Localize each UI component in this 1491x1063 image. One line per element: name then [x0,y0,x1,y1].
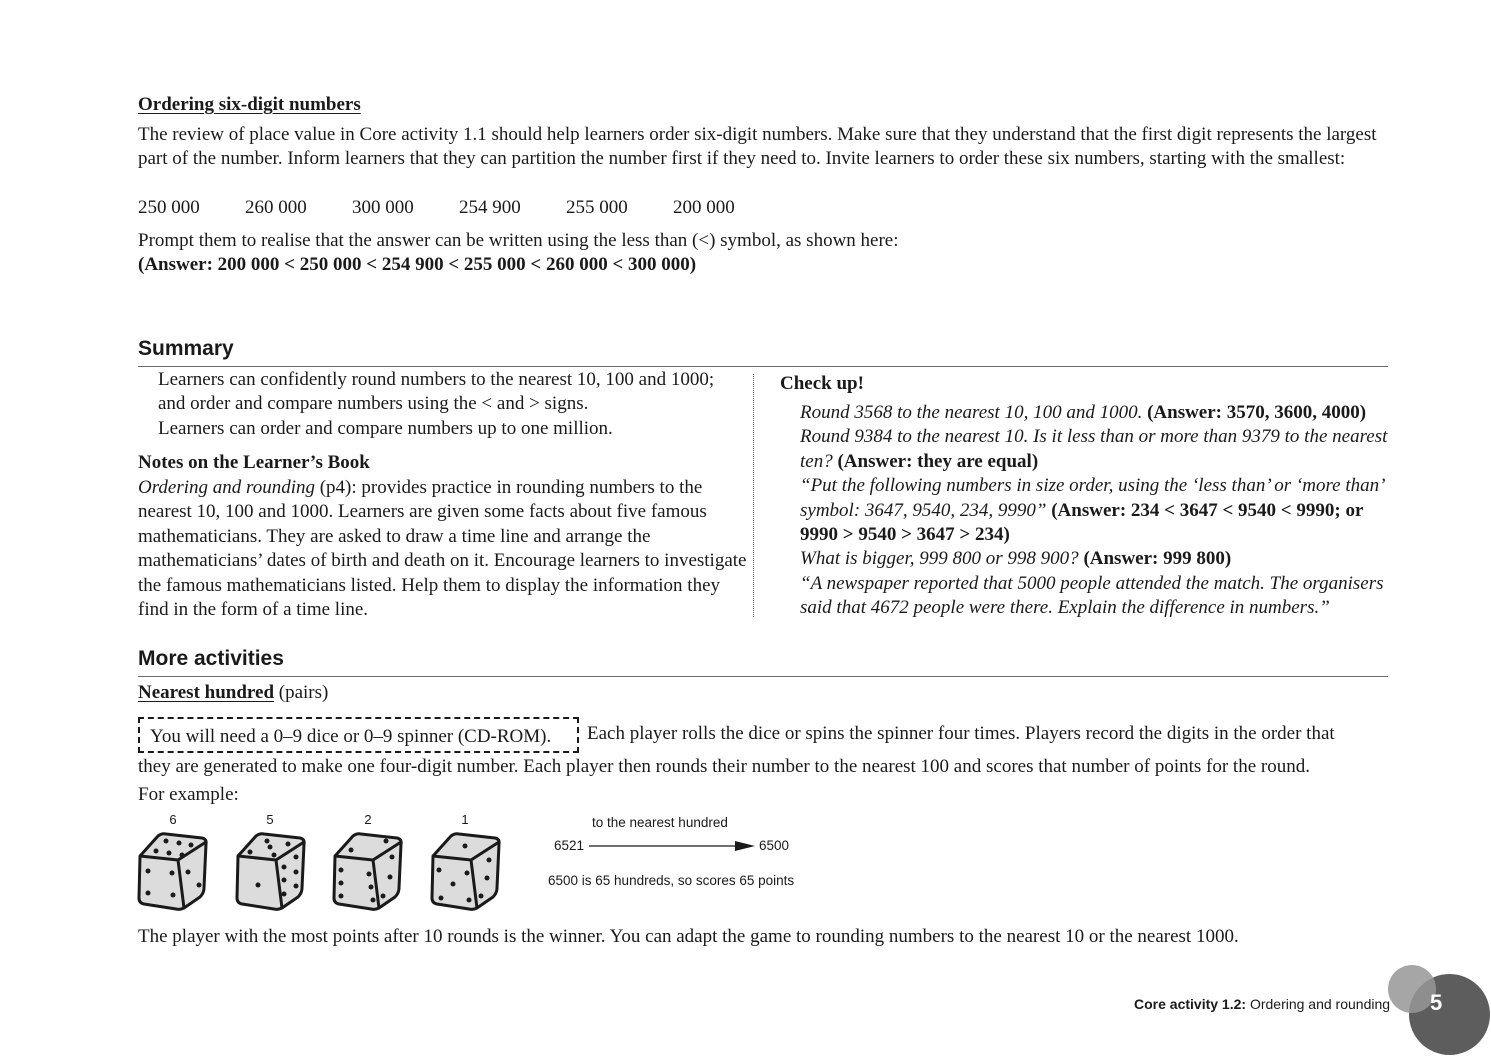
arrow-right-icon [589,838,755,854]
die-six-icon [136,830,210,912]
rounding-from-value: 6521 [554,838,585,853]
checkup-answer: (Answer: 3570, 3600, 4000) [1142,402,1367,423]
rounding-to-value: 6500 [759,838,790,853]
more-activities-heading: More activities [138,647,284,670]
checkup-question: Round 9384 to the nearest 10. Is it less than or more than 9379 to the nearest ten? [800,426,1388,472]
number-item: 254 900 [459,197,521,218]
checkup-answer: (Answer: 999 800) [1078,548,1232,570]
number-item: 200 000 [673,197,735,218]
number-item: 250 000 [138,197,200,218]
checkup-answer: (Answer: 234 < 3647 < 9540 < 9990; or 9990 > 9540 > 3647 > 234) [800,499,1364,546]
die-value-label: 1 [461,812,469,827]
footer-activity-label [1134,996,1390,1012]
die-two-icon [331,830,405,912]
for-example-label: For example: [138,784,239,805]
checkup-item [800,474,1400,547]
footer-activity-number: Core activity 1.2: [1134,996,1247,1012]
checkup-answer: (Answer: they are equal) [832,450,1039,472]
number-item: 255 000 [566,197,628,218]
rounding-caption: to the nearest hundred [592,815,728,830]
summary-divider [138,366,1388,367]
checkup-question: What is bigger, 999 800 or 998 900? [800,548,1079,570]
ordering-answer: (Answer: 200 000 < 250 000 < 254 900 < 255 000 < 260 000 < 300 000) [138,254,697,275]
checkup-item [800,572,1400,621]
page-badge-accent-circle [1388,965,1436,1013]
checkup-title: Check up! [780,373,864,394]
notes-title: Notes on the Learner’s Book [138,452,370,473]
checkup-item [800,425,1400,474]
die-value-label: 2 [364,812,372,827]
checkup-item [800,547,1400,571]
resources-box: You will need a 0–9 dice or 0–9 spinner (CD-ROM). [138,717,579,753]
more-activities-divider [138,676,1388,677]
notes-text: (p4): provides practice in rounding numbers to the nearest 10, 100 and 1000. Learners are given some facts about five famous mathematicians. They are asked to draw a time line and arrange the mathematicians’ dates of birth and death on it. Encourage learners to investigate the famous mathematicians listed. Help them to display the information they find in the form of a time line. [138,477,747,621]
footer-activity-title: Ordering and rounding [1246,996,1391,1012]
rounding-note: 6500 is 65 hundreds, so scores 65 points [548,873,795,888]
activity-title [138,681,328,705]
numbers-to-order [138,196,780,220]
checkup-item [800,401,1400,425]
checkup-question: “Put the following numbers in size order, using the ‘less than’ or ‘more than’ symbol: 3647, 9540, 234, 9990” [800,475,1384,521]
summary-points [158,368,718,441]
activity-instructions-1: Each player rolls the dice or spins the spinner four times. Players record the digits in the order that [587,723,1335,744]
column-divider [753,374,754,617]
checkup-question: “A newspaper reported that 5000 people attended the match. The organisers said that 4672 people were there. Explain the difference in numbers.” [800,572,1384,619]
die-one-icon [429,830,503,912]
summary-point: Learners can confidently round numbers to the nearest 10, 100 and 1000; and order and compare numbers using the < and > signs. [158,369,715,415]
ordering-section-title: Ordering six-digit numbers [138,94,361,115]
die-five-icon [234,830,308,912]
notes-body [138,476,748,622]
summary-point: Learners can order and compare numbers up to one million. [158,417,613,439]
die-value-label: 6 [169,812,177,827]
checkup-question: Round 3568 to the nearest 10, 100 and 1000. [800,402,1143,423]
activity-mode: (pairs) [274,682,329,703]
activity-closing: The player with the most points after 10 rounds is the winner. You can adapt the game to rounding numbers to the nearest 10 or the nearest 1000. [138,926,1239,947]
summary-heading: Summary [138,337,234,360]
checkup-list [800,401,1400,621]
ordering-body: The review of place value in Core activity 1.1 should help learners order six-digit numbers. Make sure that they understand that the first digit represents the largest part of the number. Inform learners that they can partition the number first if they need to. Invite learners to order these six numbers, starting with the smallest: [138,124,1377,170]
activity-name: Nearest hundred [138,682,275,703]
die-value-label: 5 [266,812,274,827]
activity-instructions-2: they are generated to make one four-digit number. Each player then rounds their number to the nearest 100 and scores that number of points for the round. [138,756,1310,777]
ordering-prompt: Prompt them to realise that the answer can be written using the less than (<) symbol, as shown here: [138,230,899,251]
notes-book-reference: Ordering and rounding [138,477,315,498]
number-item: 260 000 [245,197,307,218]
number-item: 300 000 [352,197,414,218]
page-number: 5 [1430,990,1443,1015]
